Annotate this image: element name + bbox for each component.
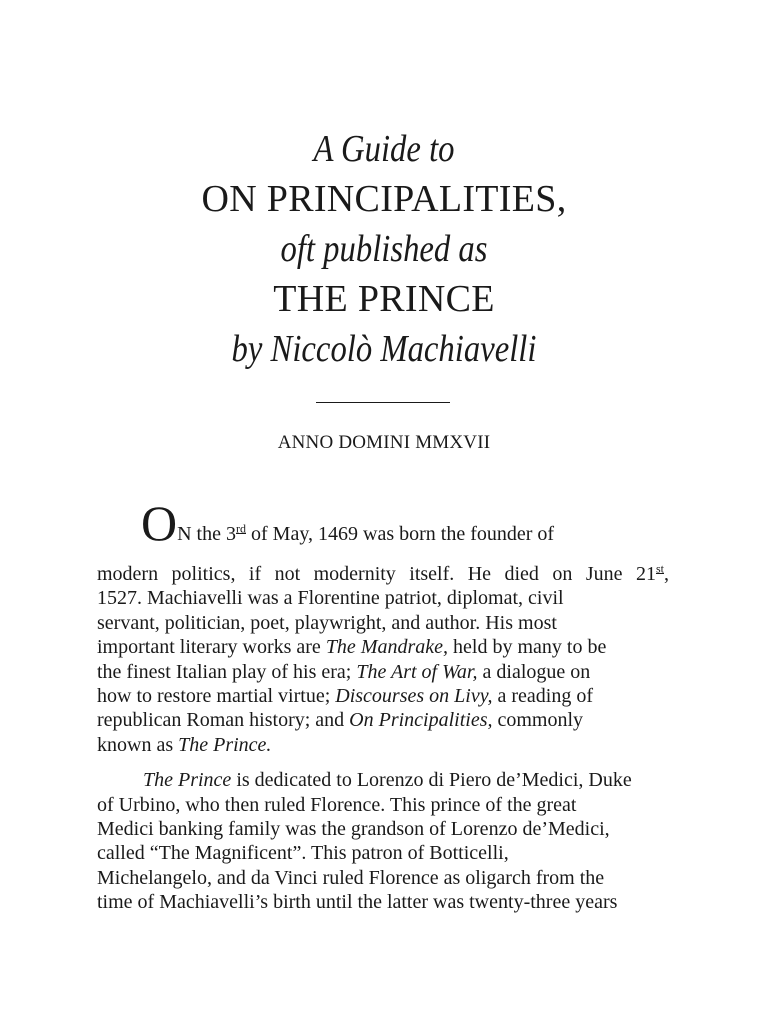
text-run: the finest Italian play of his era;	[97, 660, 357, 683]
superscript: st	[655, 561, 664, 576]
title-block	[0, 124, 768, 374]
paragraph-1-line-1	[97, 495, 669, 562]
paragraph-1-line-3: 1527. Machiavelli was a Florentine patriot, diplomat, civil	[97, 587, 564, 610]
paragraph-1-line-7	[97, 684, 669, 708]
superscript: rd	[236, 521, 246, 536]
title-line-guide: A Guide to	[313, 128, 455, 170]
paragraph-1-line-5	[97, 635, 669, 659]
drop-cap: O	[141, 495, 178, 551]
paragraph-2-line-5: Michelangelo, and da Vinci ruled Florence as oligarch from the	[97, 866, 605, 889]
text-run: republican Roman history; and	[97, 709, 350, 732]
text-run: N the 3	[177, 523, 236, 545]
paragraph-2-line-2: of Urbino, who then ruled Florence. This prince of the great	[97, 793, 577, 816]
paragraph-1	[97, 495, 669, 757]
text-run: commonly	[492, 709, 584, 732]
paragraph-1-line-2	[97, 562, 669, 586]
italic-title: The Mandrake,	[325, 636, 449, 659]
paragraph-2	[97, 768, 669, 914]
italic-title: Discourses on Livy,	[335, 685, 493, 708]
text-run: a dialogue on	[477, 660, 591, 683]
text-run: of May, 1469 was born the founder of	[246, 523, 555, 545]
title-line-on-principalities: ON PRINCIPALITIES,	[201, 178, 567, 220]
text-run: modern politics, if not modernity itself. He died on June 21	[97, 563, 656, 585]
title-line-author: by Niccolò Machiavelli	[231, 328, 537, 370]
text-run: is dedicated to Lorenzo di Piero de’Medici, Duke	[231, 769, 632, 792]
text-run: ,	[664, 563, 669, 585]
text-run: how to restore martial virtue;	[97, 685, 336, 708]
title-divider	[316, 402, 450, 403]
text-run: held by many to be	[448, 636, 607, 659]
title-line-the-prince: THE PRINCE	[273, 278, 495, 320]
italic-title: The Prince.	[178, 733, 272, 756]
paragraph-1-line-8	[97, 708, 669, 732]
italic-title: The Prince	[143, 769, 232, 792]
paragraph-2-line-4: called “The Magnificent”. This patron of Botticelli,	[97, 842, 509, 865]
body-text	[97, 495, 669, 915]
date-line: ANNO DOMINI MMXVII	[277, 432, 491, 453]
paragraph-2-line-1	[97, 768, 669, 792]
paragraph-gap	[97, 757, 669, 768]
paragraph-1-line-4: servant, politician, poet, playwright, and author. His most	[97, 611, 557, 634]
text-run: known as	[97, 733, 179, 756]
paragraph-1-line-6	[97, 660, 669, 684]
text-run: important literary works are	[97, 636, 326, 659]
title-line-oft-published: oft published as	[280, 228, 488, 270]
paragraph-1-line-9	[97, 733, 669, 757]
italic-title: The Art of War,	[356, 660, 478, 683]
text-run: a reading of	[492, 685, 593, 708]
paragraph-2-line-6: time of Machiavelli’s birth until the latter was twenty-three years	[97, 891, 618, 914]
italic-title: On Principalities,	[349, 709, 493, 732]
paragraph-2-line-3: Medici banking family was the grandson of Lorenzo de’Medici,	[97, 818, 610, 841]
